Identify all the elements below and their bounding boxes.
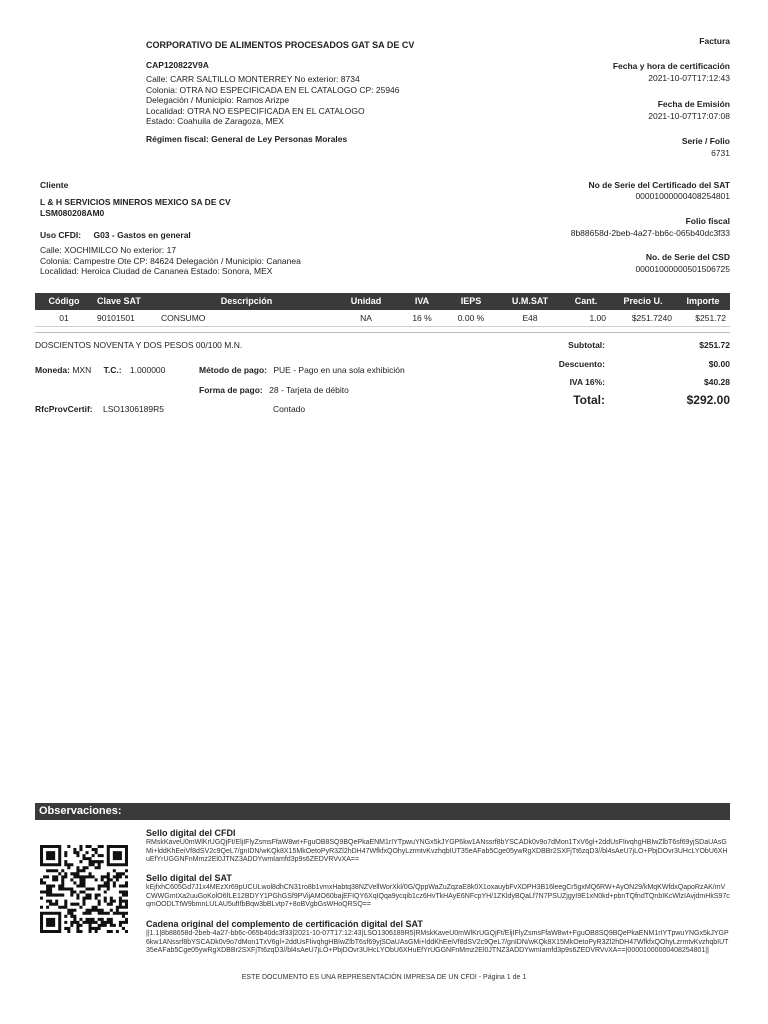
cliente-label: Cliente [40,180,69,190]
col-clave-sat: Clave SAT [93,293,161,310]
emisor-address-line: Localidad: OTRA NO ESPECIFICADA EN EL CATALOGO [146,105,365,116]
col-codigo: Código [35,293,93,310]
cliente-address-line: Calle: XOCHIMILCO No exterior: 17 [40,245,177,255]
cell-iva: 16 % [400,310,444,327]
cadena-original-label: Cadena original del complemento de certificación digital del SAT [146,919,423,929]
sello-cfdi-label: Sello digital del CFDI [146,828,236,838]
cell-umsat: E48 [498,310,562,327]
col-descripcion: Descripción [161,293,332,310]
uso-cfdi [40,230,191,241]
cell-codigo: 01 [35,310,93,327]
forma-pago-label: Forma de pago: [199,385,263,395]
cell-unidad: NA [332,310,400,327]
cell-precio: $251.7240 [610,310,676,327]
descuento-value: $0.00 [708,359,730,369]
cell-importe: $251.72 [676,310,730,327]
forma-pago [199,385,349,396]
nocert-sat-label: No de Serie del Certificado del SAT [588,180,730,190]
cliente-address-line: Colonia: Campestre Ote CP: 84624 Delegación / Municipio: Cananea [40,255,301,266]
col-cant: Cant. [562,293,610,310]
metodo-pago [199,365,405,376]
table-header-row [35,293,730,310]
col-ieps: IEPS [444,293,498,310]
emisor-address-line: Delegación / Municipio: Ramos Arizpe [146,95,290,106]
emisor-address-line: Estado: Coahuila de Zaragoza, MEX [146,116,284,127]
total-value: $292.00 [686,393,730,407]
emisor-rfc: CAP120822V9A [146,60,209,71]
emisor-regimen: Régimen fiscal: General de Ley Personas Morales [146,134,348,144]
cert-date-label: Fecha y hora de certificación [612,61,730,71]
iva-label: IVA 16%: [569,377,605,387]
moneda-label: Moneda: [35,365,70,375]
uso-cfdi-label: Uso CFDI: [40,230,82,240]
cell-ieps: 0.00 % [444,310,498,327]
emisor-address-line: Calle: CARR SALTILLO MONTERREY No exterior: 8734 [146,73,360,84]
col-iva: IVA [400,293,444,310]
cliente-address [40,245,301,277]
csd-label: No. de Serie del CSD [645,252,730,262]
moneda-value: MXN [72,365,92,375]
col-importe: Importe [676,293,730,310]
descuento-label: Descuento: [558,359,605,369]
qr-code-icon [40,845,128,933]
rfc-prov-value: LSO1306189R5 [103,404,164,414]
iva-value: $40.28 [704,377,730,387]
sello-cfdi-block [146,828,730,864]
csd-value: 00001000000501506725 [635,264,730,274]
sello-sat-block [146,873,730,909]
concepts-table [35,293,730,327]
cell-descripcion: CONSUMO [161,310,332,327]
cliente-name: L & H SERVICIOS MINEROS MEXICO SA DE CV [40,197,231,207]
rfc-prov-certif [35,404,164,415]
cadena-original-block [146,919,730,955]
metodo-pago-value: PUE - Pago en una sola exhibición [273,365,405,375]
sello-cfdi-value: RMskKaveU0mWlKrUGQjFt/EljIFlyZsmsFfaW8wt+FguOB8SQ9BQePkaENM1rIYTpwuYNGx5kJYGP6kw1ANssrf8bYSCADk0v9o7dMon1TxV6gl+2ddUsFIivqhgHBIwZlbT6sf69yjSDaUAsGMi+lddKhEeiVf8dSV2c9QeL7/gnIDN/wKQk8X15MkOetoPyR3Zl2hDH47WfkfxQOhyLzrmtvKvzhqbIUT35eAFab5Cge05ywRgXDBBr2SXFjTt6zqD3//bl4sAeU7jLO+PbjDOvr3UHcLYObU6XHuEfYrUGGNFnMmz2El0JTNZ3ADDYwmIamfd3p9s6ZEDVRVvXA== [146,839,728,864]
emisor-block [146,40,476,145]
divider [35,332,730,333]
uso-cfdi-value: G03 - Gastos en general [93,230,191,240]
cell-cant: 1.00 [562,310,610,327]
folio-fiscal-label: Folio fiscal [685,216,730,226]
observaciones-header: Observaciones: [35,803,730,820]
folio-fiscal-value: 8b88658d-2beb-4a27-bb6c-065b40dc3f33 [570,228,730,238]
nocert-sat-value: 00001000000408254801 [635,191,730,201]
serie-folio-value: 6731 [711,148,730,158]
emisor-name: CORPORATIVO DE ALIMENTOS PROCESADOS GAT SA DE CV [146,40,415,50]
tc-value: 1.000000 [129,365,166,375]
condiciones-pago: Contado [273,404,306,414]
emisor-address [146,74,476,127]
sello-sat-label: Sello digital del SAT [146,873,232,883]
moneda [35,365,165,376]
col-unidad: Unidad [332,293,400,310]
total-label: Total: [573,393,605,407]
rfc-prov-label: RfcProvCertif: [35,404,93,414]
table-row [35,310,730,327]
forma-pago-value: 28 - Tarjeta de débito [269,385,349,395]
cadena-original-value: ||1.1|8b88658d-2beb-4a27-bb6c-065b40dc3f33|2021-10-07T17:12:43|LSO1306189R5|RMskKaveU0mWlKrUGQjFt/EljIFlyZsmsFfaW8wt+FguOB8SQ9BQePkaENM1rIYTpwuYNGx5kJYGP6kw1ANssrf8bYSCADk0v9o7dMon1TxV6gl+2ddUsFIivqhgHBIwZlbT6sf69yjSDaUAsGMi+lddKhEeiVf8dSV2c9QeL7/gnIDN/wKQk8X15MkOetoPyR3Zl2hDH47WfkfxQOhyLzrmtvKvzhqbIUT35eAFab5Cge05ywRgXDBBr2SXFjTt6zqD3//bl4sAeU7jLO+PbjDOvr3UHcLYObU6XHuEfYrUGGNFnMmz2El0JTNZ3ADDYwmIamfd3p9s6ZEDVRVvXA==|00001000000408254801|| [146,930,729,955]
emision-date-label: Fecha de Emisión [657,99,730,109]
col-umsat: U.M.SAT [498,293,562,310]
cliente-rfc: LSM080208AM0 [40,208,105,218]
cliente-address-line: Localidad: Heroica Ciudad de Cananea Estado: Sonora, MEX [40,266,273,277]
subtotal-value: $251.72 [699,340,730,350]
emision-date-value: 2021-10-07T17:07:08 [648,111,730,121]
tc-label: T.C.: [103,365,122,375]
total-in-words: DOSCIENTOS NOVENTA Y DOS PESOS 00/100 M.N. [35,340,243,350]
footer-note: ESTE DOCUMENTO ES UNA REPRESENTACIÓN IMPRESA DE UN CFDI - Página 1 de 1 [241,974,527,981]
sello-sat-value: kEjfxhC605Gd7J1x4MEzXr69pUCULwol8dhCN31ro8b1vmxHabtq38NZVellWorXkl/0G/QppWaZuZqzaE8k0X1oxauybFvXDPH3B16leegCr5gxMQ6RW+AyON29/kMqKWfdxQapoRzAK/mVCWWGmtXa2uuGoKolO6fLE12BDYY1PGhGSf9PVijAMO60bajEFIQY6XqIQqa9ycqib1cz6HvTkHAyE6NFcpYH/1ZKldyBQaLf7N7PSUZjgyI9E1xN0kd+pbnTQfndTQnbIKcWlzIAvjdmHkS97cqmOODLTtW9bmnLULAU5ufIfbBqw3bBLvtp7+8oBVgbGsWHoQRSQ== [146,884,730,909]
cell-clave-sat: 90101501 [93,310,161,327]
emisor-address-line: Colonia: OTRA NO ESPECIFICADA EN EL CATALOGO CP: 25946 [146,84,400,95]
subtotal-label: Subtotal: [568,340,605,350]
doc-type: Factura [699,36,730,46]
cert-date-value: 2021-10-07T17:12:43 [648,73,730,83]
col-precio: Precio U. [610,293,676,310]
metodo-pago-label: Método de pago: [199,365,267,375]
serie-folio-label: Serie / Folio [681,136,730,146]
